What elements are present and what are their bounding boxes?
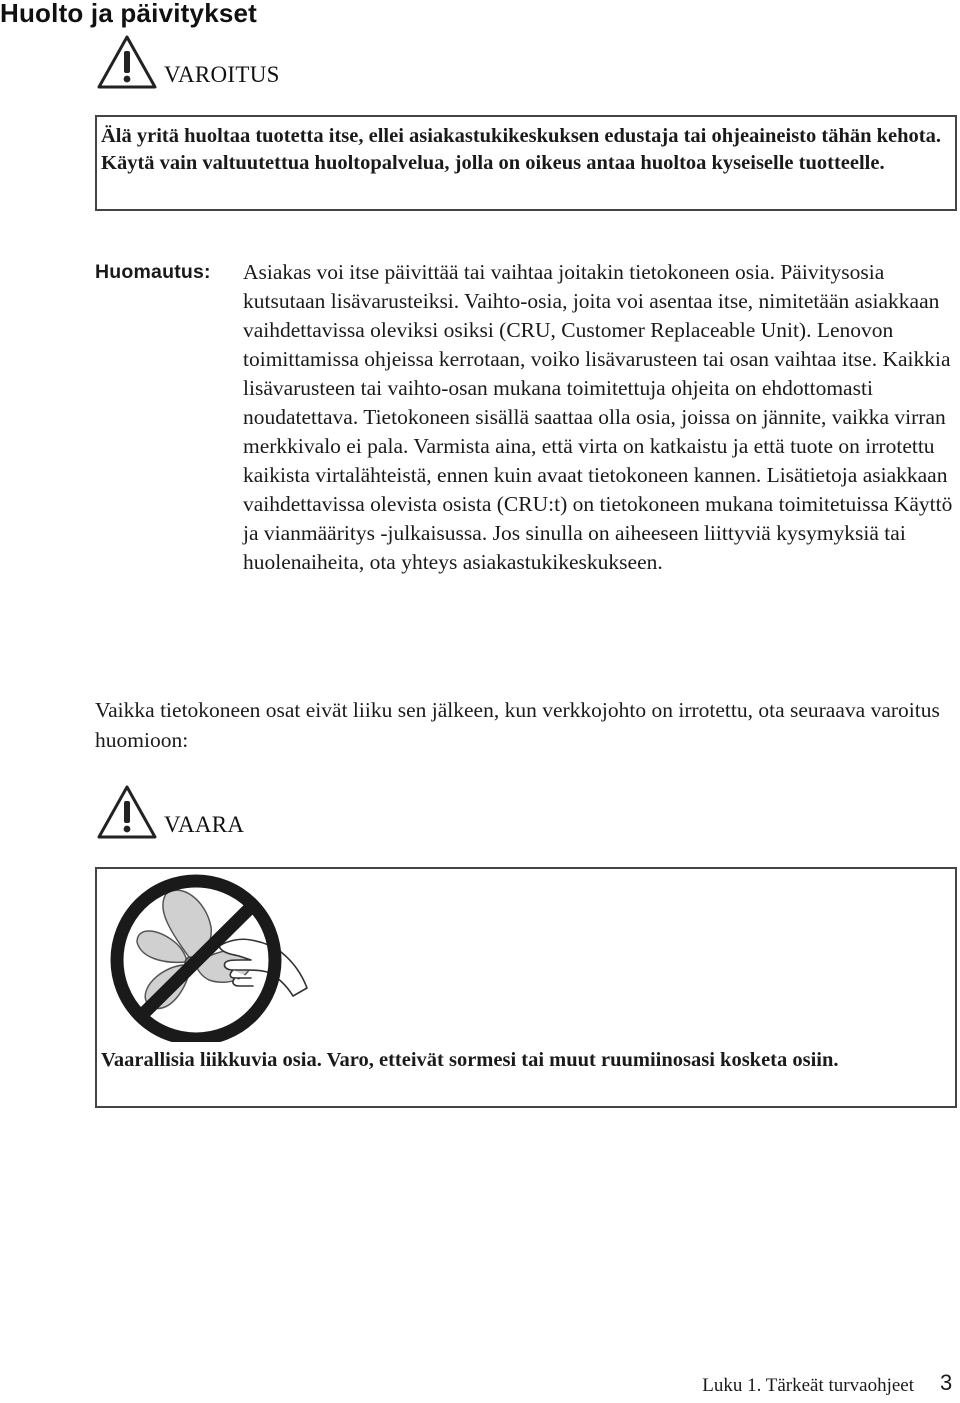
warning-label: VAROITUS — [164, 62, 280, 87]
warning-text: Älä yritä huoltaa tuotetta itse, ellei asiakastukikeskuksen edustaja tai ohjeaineisto tähän kehota. Käytä vain valtuutettua huoltopalvelua, jolla on oikeus antaa huoltoa kyseiselle tuotteelle. — [101, 125, 941, 174]
warning-triangle-icon — [96, 784, 158, 840]
warning-box — [95, 115, 957, 211]
danger-box — [95, 867, 957, 1108]
body-paragraph: Vaikka tietokoneen osat eivät liiku sen jälkeen, kun verkkojohto on irrotettu, ota seuraava varoitus huomioon: — [95, 698, 940, 752]
no-fan-hand-icon — [101, 872, 321, 1042]
note — [95, 258, 957, 577]
page-number: 3 — [940, 1370, 953, 1395]
note-text: Asiakas voi itse päivittää tai vaihtaa joitakin tietokoneen osia. Päivitysosia kutsutaan lisävarusteiksi. Vaihto-osia, joita voi asentaa itse, nimitetään asiakkaan vaihdettavissa oleviksi osiksi (CRU, Customer Replaceable Unit). Lenovon toimittamissa ohjeissa kerrotaan, voiko lisävarusteen tai osan vaihtaa itse. Kaikkia lisävarusteen tai vaihto-osan mukana toimitettuja ohjeita on ehdottomasti noudatettava. Tietokoneen sisällä saattaa olla osia, joissa on jännite, vaikka virran merkkivalo ei pala. Varmista aina, että virta on katkaistu ja että tuote on irrotettu kaikista virtalähteistä, ennen kuin avaat tietokoneen kannen. Lisätietoja asiakkaan vaihdettavissa olevista osista (CRU:t) on tietokoneen mukana toimitetuissa Käyttö ja vianmääritys -julkaisussa. Jos sinulla on aiheeseen liittyviä kysymyksiä tai huolenaiheita, ota yhteys asiakastukikeskukseen. — [243, 260, 953, 574]
footer-chapter: Luku 1. Tärkeät turvaohjeet — [702, 1375, 914, 1396]
page-title: Huolto ja päivitykset — [0, 0, 258, 28]
danger-text: Vaarallisia liikkuvia osia. Varo, etteivät sormesi tai muut ruumiinosasi kosketa osiin. — [101, 1049, 839, 1071]
danger-label: VAARA — [164, 812, 245, 837]
warning-heading — [96, 34, 280, 90]
note-label: Huomautus: — [95, 261, 211, 283]
danger-heading — [96, 784, 244, 840]
warning-triangle-icon — [96, 34, 158, 90]
